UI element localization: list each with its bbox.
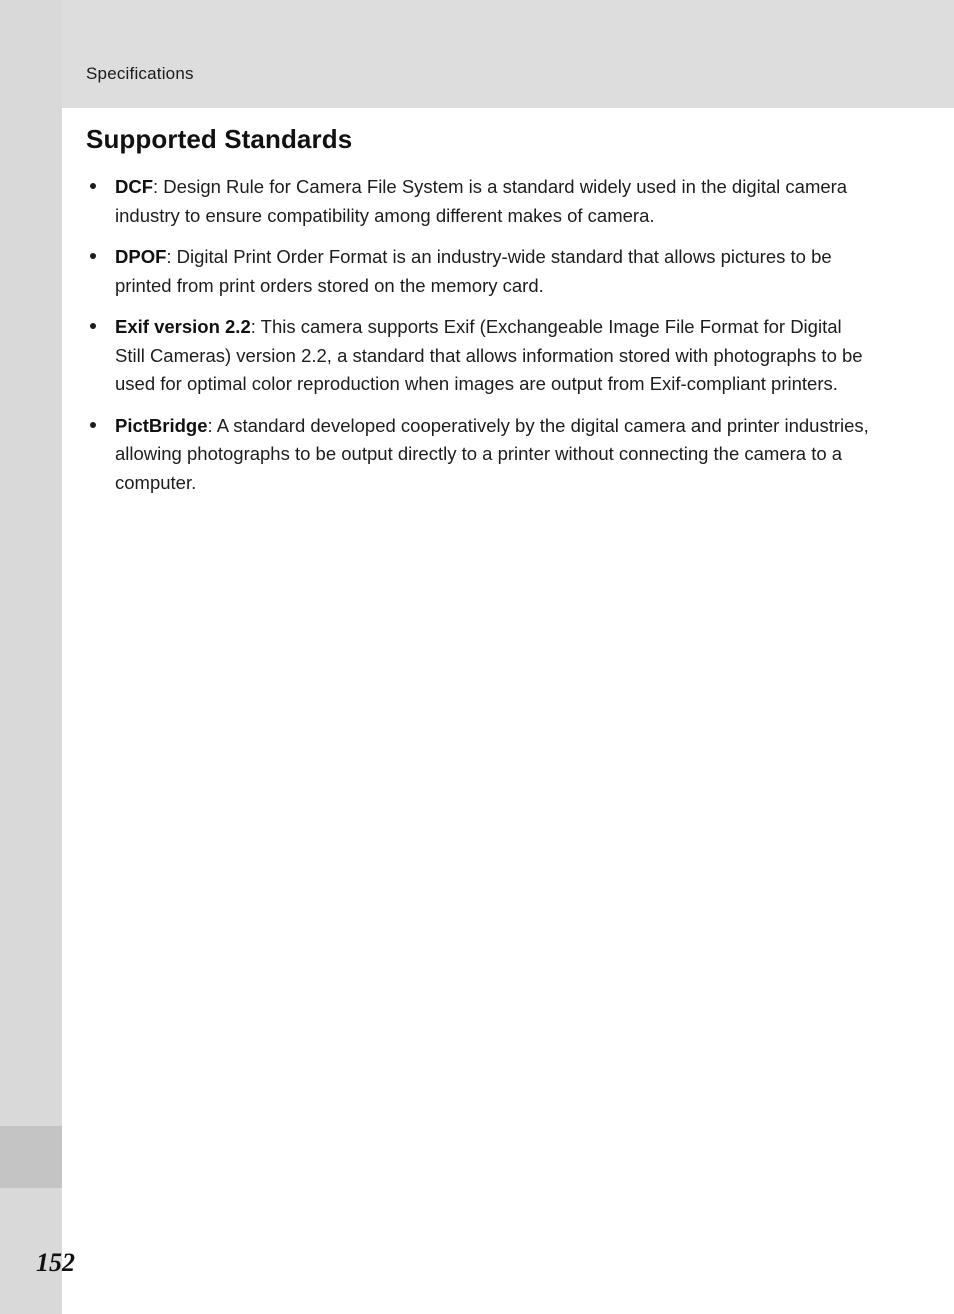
- bullet-icon: [90, 253, 96, 259]
- bullet-icon: [90, 183, 96, 189]
- list-item-term: DCF: [115, 176, 154, 197]
- main-content: [86, 124, 876, 510]
- left-margin-strip: [0, 0, 62, 1314]
- page-title: Supported Standards: [86, 124, 353, 154]
- bullet-icon: [90, 323, 96, 329]
- list-item-text: : Digital Print Order Format is an industry-wide standard that allows pictures to be printed from print orders stored on the memory card.: [115, 246, 832, 296]
- page-header-band: [0, 0, 954, 108]
- list-item: [86, 173, 876, 230]
- chapter-tab-marker: [0, 1126, 62, 1188]
- list-item: [86, 412, 876, 498]
- running-header-title: Specifications: [86, 64, 194, 83]
- list-item: [86, 243, 876, 300]
- list-item-term: DPOF: [115, 246, 167, 267]
- list-item-text: : A standard developed cooperatively by the digital camera and printer industries, allowing photographs to be output directly to a printer without connecting the camera to a computer.: [115, 414, 869, 493]
- list-item-text: : This camera supports Exif (Exchangeable Image File Format for Digital Still Cameras) version 2.2, a standard that allows information stored with photographs to be used for optimal color reproduction when images are output from Exif-compliant printers.: [115, 316, 863, 394]
- list-item-term: Exif version 2.2: [115, 316, 251, 337]
- list-item-text: : Design Rule for Camera File System is a standard widely used in the digital camera industry to ensure compatibility among different makes of camera.: [115, 176, 848, 226]
- list-item: [86, 313, 876, 399]
- list-item-term: PictBridge: [115, 414, 208, 436]
- bullet-icon: [90, 422, 96, 428]
- page-number: 152: [36, 1248, 75, 1277]
- standards-list: [86, 173, 876, 497]
